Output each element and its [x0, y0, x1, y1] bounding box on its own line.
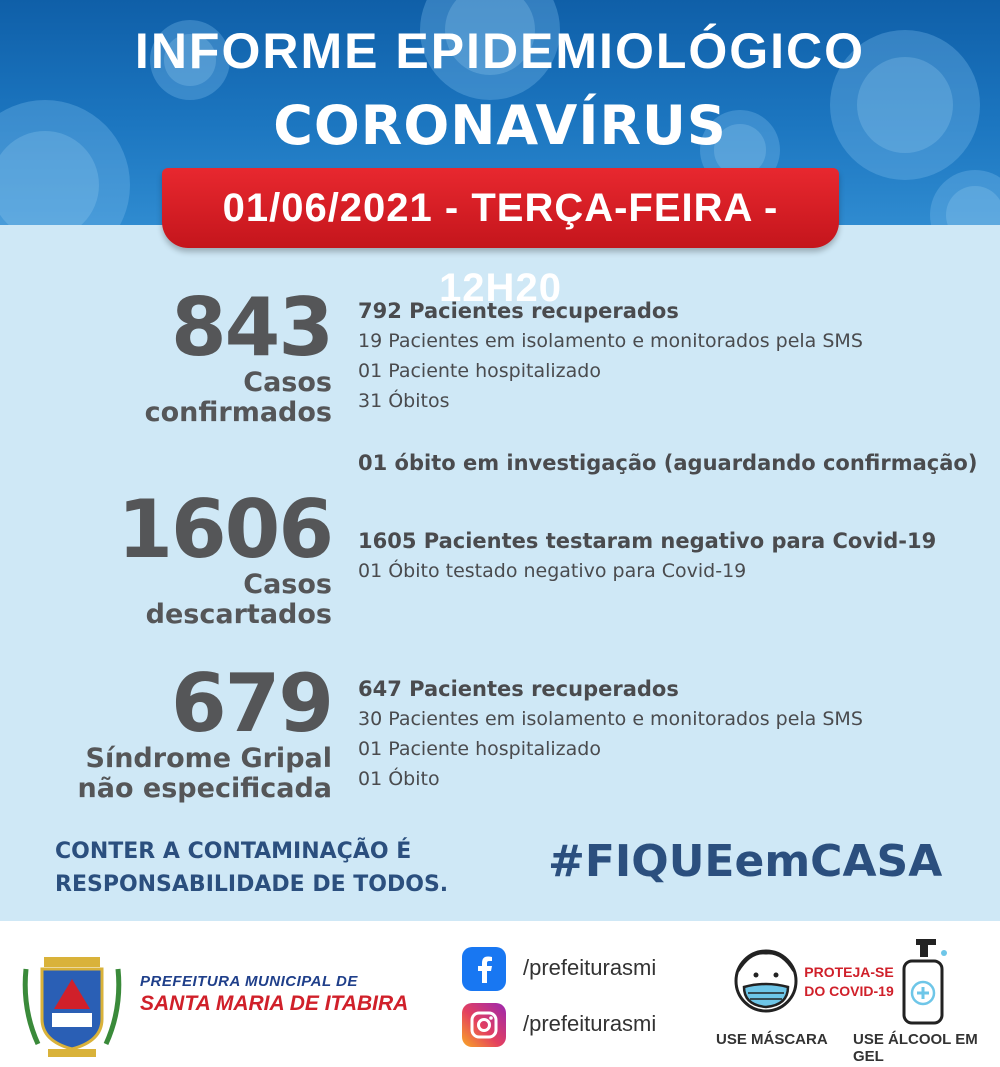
flu-hospitalized: 01 Paciente hospitalizado — [358, 738, 601, 760]
confirmed-block — [144, 281, 332, 428]
flu-block — [77, 657, 332, 804]
protect-line-2: DO COVID-19 — [804, 983, 894, 999]
use-gel-caption: USE ÁLCOOL EM GEL — [853, 1031, 978, 1065]
investigation-note — [358, 448, 977, 478]
use-mask-caption: USE MÁSCARA — [716, 1031, 828, 1048]
confirmed-label-2: confirmados — [144, 397, 332, 428]
prefeitura-line-1: PREFEITURA MUNICIPAL DE — [140, 973, 358, 990]
hand-sanitizer-icon — [896, 937, 950, 1027]
confirmed-label-1: Casos — [243, 367, 332, 398]
instagram-handle[interactable]: /prefeiturasmi — [523, 1011, 657, 1036]
discarded-label-1: Casos — [243, 569, 332, 600]
investigation-text: 01 óbito em investigação (aguardando confirmação) — [358, 451, 978, 475]
slogan-line-2: RESPONSABILIDADE DE TODOS. — [55, 872, 449, 897]
flu-label-2: não especificada — [77, 773, 332, 804]
report-subtitle: CORONAVÍRUS — [273, 94, 727, 157]
flu-isolation: 30 Pacientes em isolamento e monitorados pela SMS — [358, 708, 863, 730]
confirmed-isolation: 19 Pacientes em isolamento e monitorados pela SMS — [358, 330, 863, 352]
flu-deaths: 01 Óbito — [358, 768, 440, 790]
protect-text — [804, 963, 894, 1001]
confirmed-details — [358, 296, 863, 416]
facebook-icon[interactable] — [462, 947, 506, 991]
hashtag: #FIQUEemCASA — [548, 836, 943, 887]
prefeitura-line-2: SANTA MARIA DE ITABIRA — [140, 992, 409, 1015]
flu-number: 679 — [171, 657, 332, 750]
discarded-details — [358, 526, 936, 586]
discarded-label-2: descartados — [145, 599, 332, 630]
footer — [0, 921, 1000, 1067]
slogan-line-1: CONTER A CONTAMINAÇÃO É — [55, 839, 412, 864]
discarded-block — [117, 483, 332, 630]
confirmed-recovered: 792 Pacientes recuperados — [358, 299, 679, 323]
date-banner: 01/06/2021 - TERÇA-FEIRA - 12H20 — [162, 168, 839, 248]
facebook-handle[interactable]: /prefeiturasmi — [523, 955, 657, 980]
flu-label-1: Síndrome Gripal — [85, 743, 332, 774]
instagram-icon[interactable] — [462, 1003, 506, 1047]
confirmed-hospitalized: 01 Paciente hospitalizado — [358, 360, 601, 382]
discarded-negative: 1605 Pacientes testaram negativo para Covid-19 — [358, 529, 937, 553]
slogan — [55, 835, 448, 901]
discarded-number: 1606 — [117, 483, 332, 576]
confirmed-deaths: 31 Óbitos — [358, 390, 450, 412]
flu-details — [358, 674, 863, 794]
face-mask-icon — [730, 941, 802, 1025]
protect-line-1: PROTEJA-SE — [804, 964, 894, 980]
confirmed-number: 843 — [171, 281, 332, 374]
discarded-death-negative: 01 Óbito testado negativo para Covid-19 — [358, 560, 747, 582]
report-title: INFORME EPIDEMIOLÓGICO — [134, 23, 866, 79]
virus-decoration-icon — [930, 170, 1000, 225]
municipal-crest-icon — [18, 949, 126, 1059]
flu-recovered: 647 Pacientes recuperados — [358, 677, 679, 701]
